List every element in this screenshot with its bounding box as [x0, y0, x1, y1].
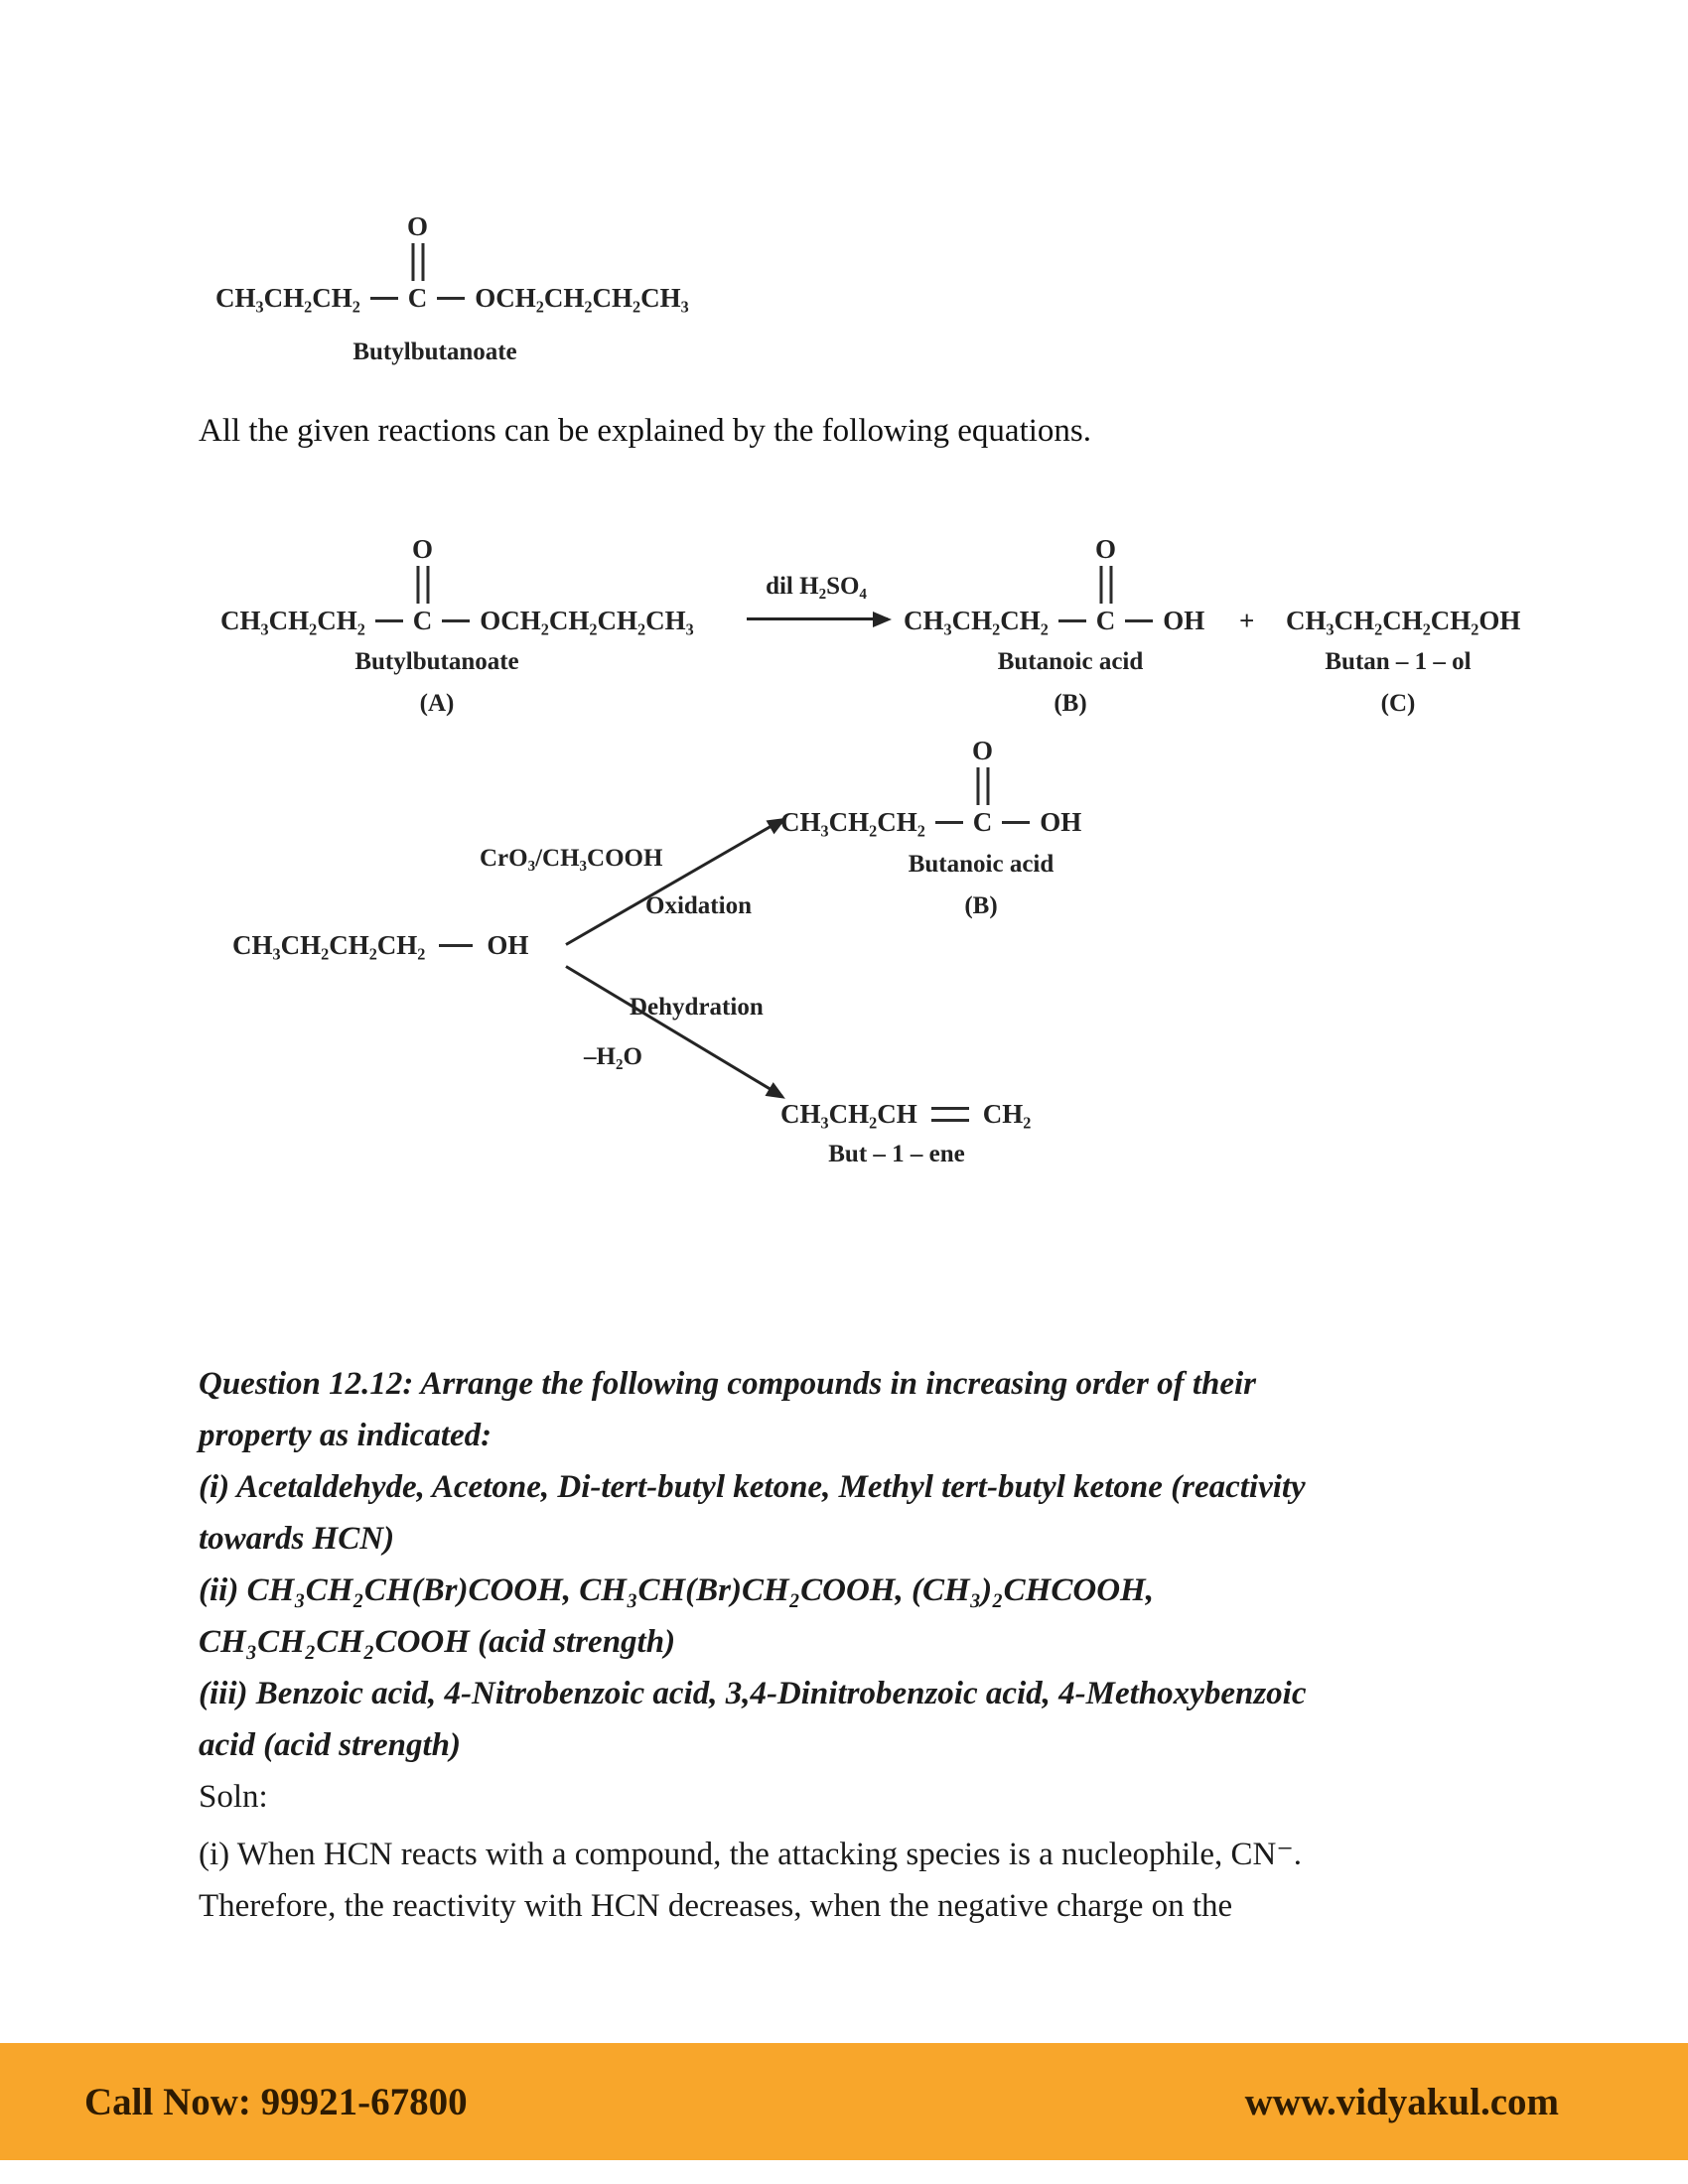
oxygen-atom: O — [1095, 534, 1117, 564]
compound-tag: (A) — [419, 690, 455, 717]
left-chain: CH₃CH₂CH₂CH₂ — [232, 930, 426, 960]
solution-line: (i) When HCN reacts with a compound, the attacking species is a nucleophile, CN⁻. — [199, 1837, 1303, 1872]
right-chain: CH₂ — [982, 1099, 1032, 1129]
question-line: (ii) CH₃CH₂CH(Br)COOH, CH₃CH(Br)CH₂COOH, (CH₃)₂CHCOOH, — [199, 1572, 1154, 1608]
left-chain: CH₃CH₂CH₂ — [220, 606, 365, 635]
water-loss-label: –H₂O — [584, 1043, 642, 1070]
reactant-formula — [220, 534, 694, 636]
product1-formula — [904, 534, 1205, 636]
single-bond-icon — [1002, 821, 1030, 824]
footer-bar — [0, 2043, 1688, 2160]
single-bond-icon — [1125, 619, 1153, 622]
footer-phone: Call Now: 99921-67800 — [84, 2080, 468, 2123]
hydroxyl-group: OH — [487, 930, 529, 960]
left-chain: CH₃CH₂CH — [780, 1099, 917, 1129]
compound-label: But – 1 – ene — [828, 1141, 965, 1167]
single-bond-icon — [370, 297, 398, 300]
compound-label: Butylbutanoate — [354, 648, 519, 675]
compound-tag: (B) — [964, 892, 998, 919]
single-bond-icon — [439, 944, 473, 947]
carbon-atom — [1095, 534, 1117, 636]
reaction-arrow-icon — [747, 617, 888, 620]
oxidation-arrow-icon — [565, 818, 783, 946]
left-chain: CH₃CH₂CH₂ — [780, 807, 925, 837]
arrow-reagent-label: dil H₂SO₄ — [766, 573, 867, 600]
question-line: towards HCN) — [199, 1521, 395, 1557]
double-bond-vertical-icon — [976, 767, 989, 805]
oxidation-label: Oxidation — [645, 892, 752, 919]
double-bond-vertical-icon — [1099, 566, 1112, 604]
oxygen-atom: O — [407, 211, 429, 241]
question-line: property as indicated: — [199, 1418, 492, 1453]
hydroxyl-group: OH — [1163, 606, 1205, 635]
compound-label: Butanoic acid — [997, 648, 1144, 675]
dehydration-label: Dehydration — [630, 994, 764, 1021]
right-chain: OCH₂CH₂CH₂CH₃ — [475, 283, 689, 313]
question-line: CH₃CH₂CH₂COOH (acid strength) — [199, 1624, 676, 1660]
footer-website: www.vidyakul.com — [1244, 2080, 1559, 2123]
oxygen-atom: O — [412, 534, 434, 564]
single-bond-icon — [375, 619, 403, 622]
carbonyl-group — [1095, 536, 1116, 604]
single-bond-icon — [437, 297, 465, 300]
left-chain: CH₃CH₂CH₂ — [904, 606, 1049, 635]
right-chain: OCH₂CH₂CH₂CH₃ — [480, 606, 694, 635]
compound-tag: (B) — [1054, 690, 1087, 717]
soln-label: Soln: — [199, 1779, 268, 1815]
oxidation-reagent-label: CrO₃/CH₃COOH — [480, 845, 663, 872]
compound-tag: (C) — [1380, 690, 1416, 717]
double-bond-vertical-icon — [416, 566, 429, 604]
carbon-symbol: C — [407, 283, 428, 313]
carbon-symbol: C — [412, 606, 433, 635]
solution-line: Therefore, the reactivity with HCN decreases, when the negative charge on the — [199, 1888, 1233, 1924]
oxidation-product-formula — [780, 736, 1082, 838]
carbonyl-group — [972, 738, 993, 805]
question-line: (i) Acetaldehyde, Acetone, Di-tert-butyl ketone, Methyl tert-butyl ketone (reactivity — [199, 1469, 1306, 1505]
dehydration-arrow-icon — [565, 965, 782, 1097]
left-chain: CH₃CH₂CH₂ — [215, 283, 360, 313]
carbon-atom — [972, 736, 994, 838]
oxygen-atom: O — [972, 736, 994, 765]
plus-sign: + — [1239, 606, 1255, 635]
dehydration-product-formula — [780, 1098, 1031, 1130]
carbon-symbol: C — [1095, 606, 1116, 635]
question-line: acid (acid strength) — [199, 1727, 461, 1763]
product2-formula: CH₃CH₂CH₂CH₂OH — [1286, 606, 1521, 635]
compound-label: Butylbutanoate — [352, 339, 517, 365]
carbon-atom — [407, 211, 429, 314]
single-bond-icon — [935, 821, 963, 824]
solution-block — [199, 1829, 1302, 1932]
question-block — [199, 1358, 1307, 1823]
carbon-symbol: C — [972, 807, 993, 837]
single-bond-icon — [1058, 619, 1086, 622]
carbonyl-group — [412, 536, 433, 604]
single-bond-icon — [442, 619, 470, 622]
compound-label: Butan – 1 – ol — [1325, 648, 1472, 675]
top-structure-formula — [215, 211, 689, 314]
double-bond-horizontal-icon — [931, 1107, 969, 1122]
question-line: Question 12.12: Arrange the following compounds in increasing order of their — [199, 1366, 1257, 1402]
compound-label: Butanoic acid — [908, 851, 1055, 878]
intro-text: All the given reactions can be explained by the following equations. — [199, 413, 1091, 449]
starting-material-formula — [232, 929, 528, 961]
double-bond-vertical-icon — [411, 243, 424, 281]
hydroxyl-group: OH — [1040, 807, 1082, 837]
carbon-atom — [412, 534, 434, 636]
carbonyl-group — [407, 213, 428, 281]
question-line: (iii) Benzoic acid, 4-Nitrobenzoic acid, 3,4-Dinitrobenzoic acid, 4-Methoxybenzoic — [199, 1676, 1307, 1711]
